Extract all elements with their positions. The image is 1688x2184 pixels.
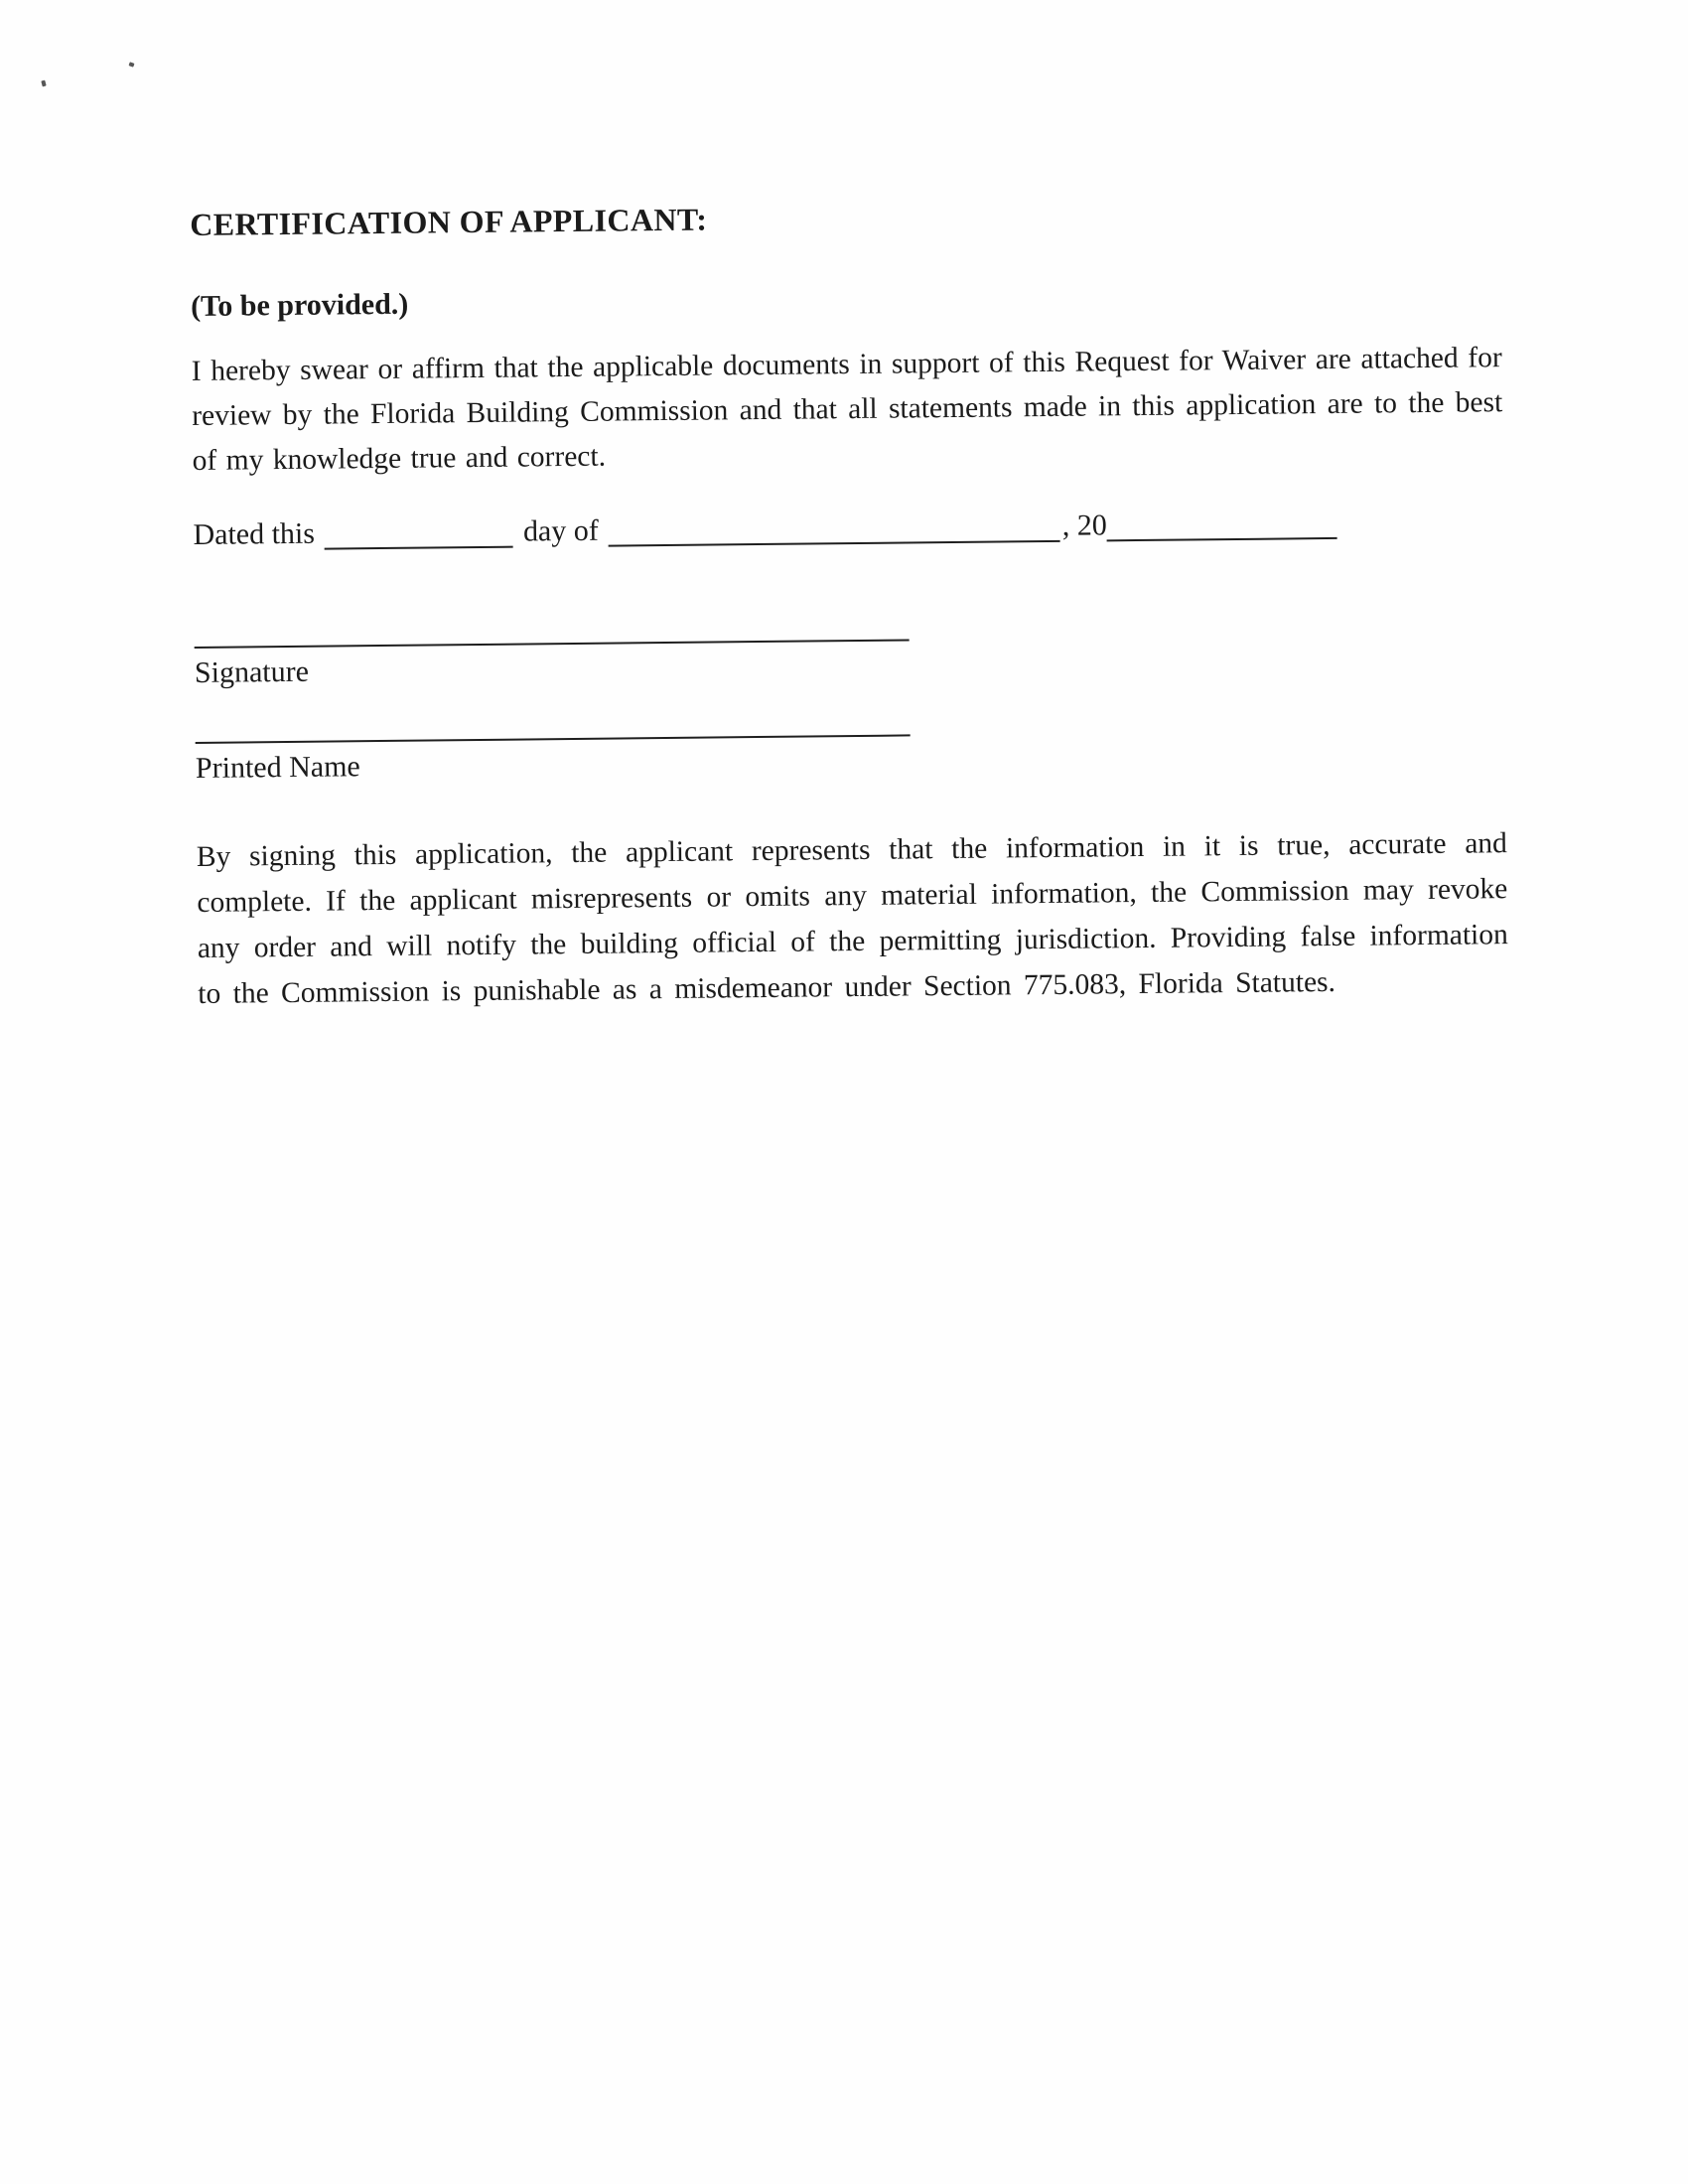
day-of-label: day of	[522, 513, 599, 548]
scan-artifact-dot	[41, 80, 46, 87]
dated-this-label: Dated this	[193, 516, 316, 551]
certification-of-applicant-heading: CERTIFICATION OF APPLICANT:	[190, 201, 708, 243]
to-be-provided-note: (To be provided.)	[190, 287, 409, 323]
day-blank-line	[325, 516, 513, 550]
printed-name-blank-line	[196, 734, 911, 744]
signature-blank-line	[195, 639, 910, 649]
dated-line	[193, 499, 1503, 552]
legal-notice-paragraph: By signing this application, the applicant represents that the information in it is true, accurate and complete. If the applicant misrepresents or omits any material information, the Commission may revoke any order and will notify the building official of the permitting jurisdiction. Providing false information to the Commission is punishable as a misdemeanor under Section 775.083, Florida Statutes.	[196, 827, 1508, 1010]
year-prefix-label: , 20	[1061, 509, 1107, 542]
scan-artifact-dot	[128, 62, 134, 67]
month-blank-line	[609, 510, 1060, 547]
signature-label: Signature	[194, 655, 310, 689]
printed-name-label: Printed Name	[195, 750, 360, 785]
affirmation-paragraph: I hereby swear or affirm that the applicable documents in support of this Request for Waiver are attached for review by the Florida Building Commission and that all statements made in this application are to the best of my knowledge true and correct.	[191, 342, 1503, 477]
document-content	[188, 0, 1521, 2184]
year-blank-line	[1107, 508, 1337, 541]
